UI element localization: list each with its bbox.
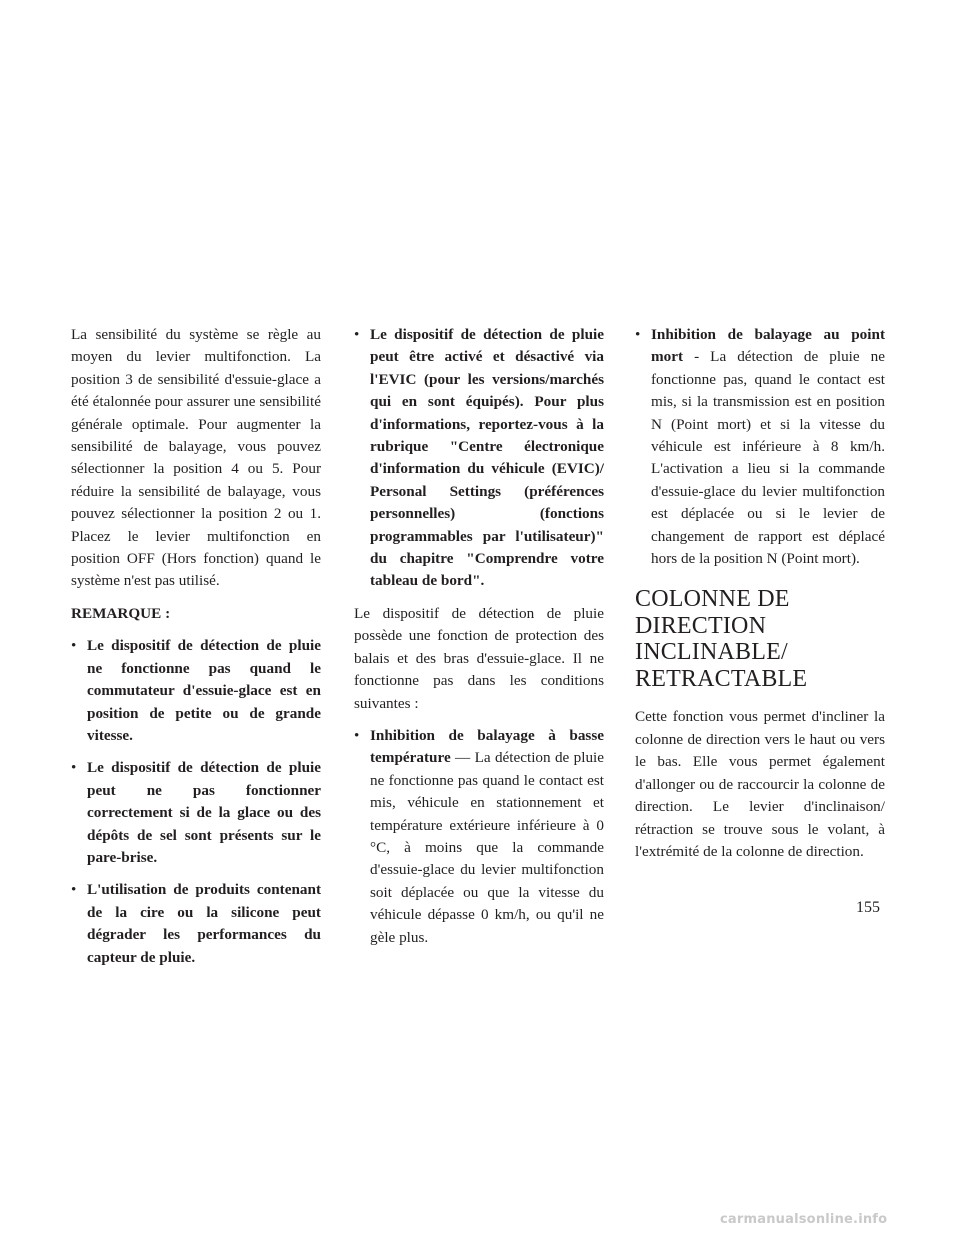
protection-paragraph: Le dispositif de détection de pluie possède une fonction de protection des balais et des bras d'essuie-glace. Il ne fonctionne pas dans les conditions suivantes : <box>354 604 604 712</box>
bullet-icon: • <box>635 326 641 343</box>
bullet-icon: • <box>71 637 77 655</box>
low-temp-bullet <box>354 725 604 949</box>
neutral-bullet <box>635 324 885 570</box>
bullet-icon: • <box>71 759 77 777</box>
bullet-text: Le dispositif de détection de pluie peut être activé et désactivé via l'EVIC (pour les versions/marchés qui en sont équipés). Pour plus d'informations, reportez-vous à la rubrique "Centre électronique d'information du véhicule (EVIC)/ Personal Settings (préférences personnelles) (fonctions programmables par l'utilisateur)" du chapitre "Comprendre votre tableau de bord". <box>370 326 604 590</box>
bullet-icon: • <box>71 881 77 899</box>
neutral-text: - La détection de pluie ne fonctionne pas, quand le contact est mis, si la transmission est en position N (Point mort) et si la vitesse du véhicule est inférieure à 8 km/h. L'activation a lieu si la commande d'essuie-glace du levier multifonction est déplacée ou si le levier de changement de rapport est déplacé hors de la position N (Point mort). <box>651 348 885 568</box>
bullet-text: Le dispositif de détection de pluie peut ne pas fonctionner correctement si de la glace ou des dépôts de sel sont présents sur le pare-brise. <box>87 759 321 866</box>
note-label: REMARQUE : <box>71 604 171 622</box>
bullet-text: Le dispositif de détection de pluie ne fonctionne pas quand le commutateur d'essuie-glace est en position de petite ou de grande vitesse. <box>87 637 321 744</box>
low-temp-title: Inhibition de balayage à basse température <box>370 726 604 767</box>
sensitivity-paragraph: La sensibilité du système se règle au moyen du levier multifonction. La position 3 de sensibilité d'essuie-glace a été étalonnée pour assurer une sensibilité générale optimale. Pour augmenter la sensibilité de balayage, vous pouvez sélectionner la position 4 ou 5. Pour réduire la sensibilité de balayage, vous pouvez sélectionner la position 2 ou 1. Placez le levier multifonction en position OFF (Hors fonction) quand le système n'est pas utilisé. <box>71 326 321 590</box>
bullet-icon: • <box>354 726 360 744</box>
evic-bullet <box>354 324 604 593</box>
bullet-icon: • <box>354 326 360 343</box>
column-right <box>635 324 885 873</box>
column-left <box>71 324 321 979</box>
neutral-title: Inhibition de balayage au point mort <box>651 326 885 366</box>
note-bullet <box>71 879 321 969</box>
note-bullet <box>71 635 321 747</box>
section-heading: COLONNE DE DIRECTION INCLINABLE/ RETRACTABLE <box>635 586 808 692</box>
tilt-paragraph: Cette fonction vous permet d'incliner la colonne de direction vers le haut ou vers le bas. Elle vous permet également d'allonger ou de raccourcir la colonne de direction. Le levier d'inclinaison/ rétraction se trouve sous le volant, à l'extrémité de la colonne de direction. <box>635 708 885 860</box>
column-middle <box>354 324 604 959</box>
bullet-text: L'utilisation de produits contenant de la cire ou la silicone peut dégrader les performances du capteur de pluie. <box>87 881 321 966</box>
page-number: 155 <box>856 899 880 916</box>
low-temp-text: — La détection de pluie ne fonctionne pas quand le contact est mis, véhicule en stationnement et température extérieure inférieure à 0 °C, à moins que la commande d'essuie-glace du levier multifonction soit déplacée ou que la vitesse du véhicule dépasse 0 km/h, ou qu'il ne gèle plus. <box>370 749 605 946</box>
watermark: carmanualsonline.info <box>720 1212 888 1227</box>
note-bullet <box>71 757 321 869</box>
